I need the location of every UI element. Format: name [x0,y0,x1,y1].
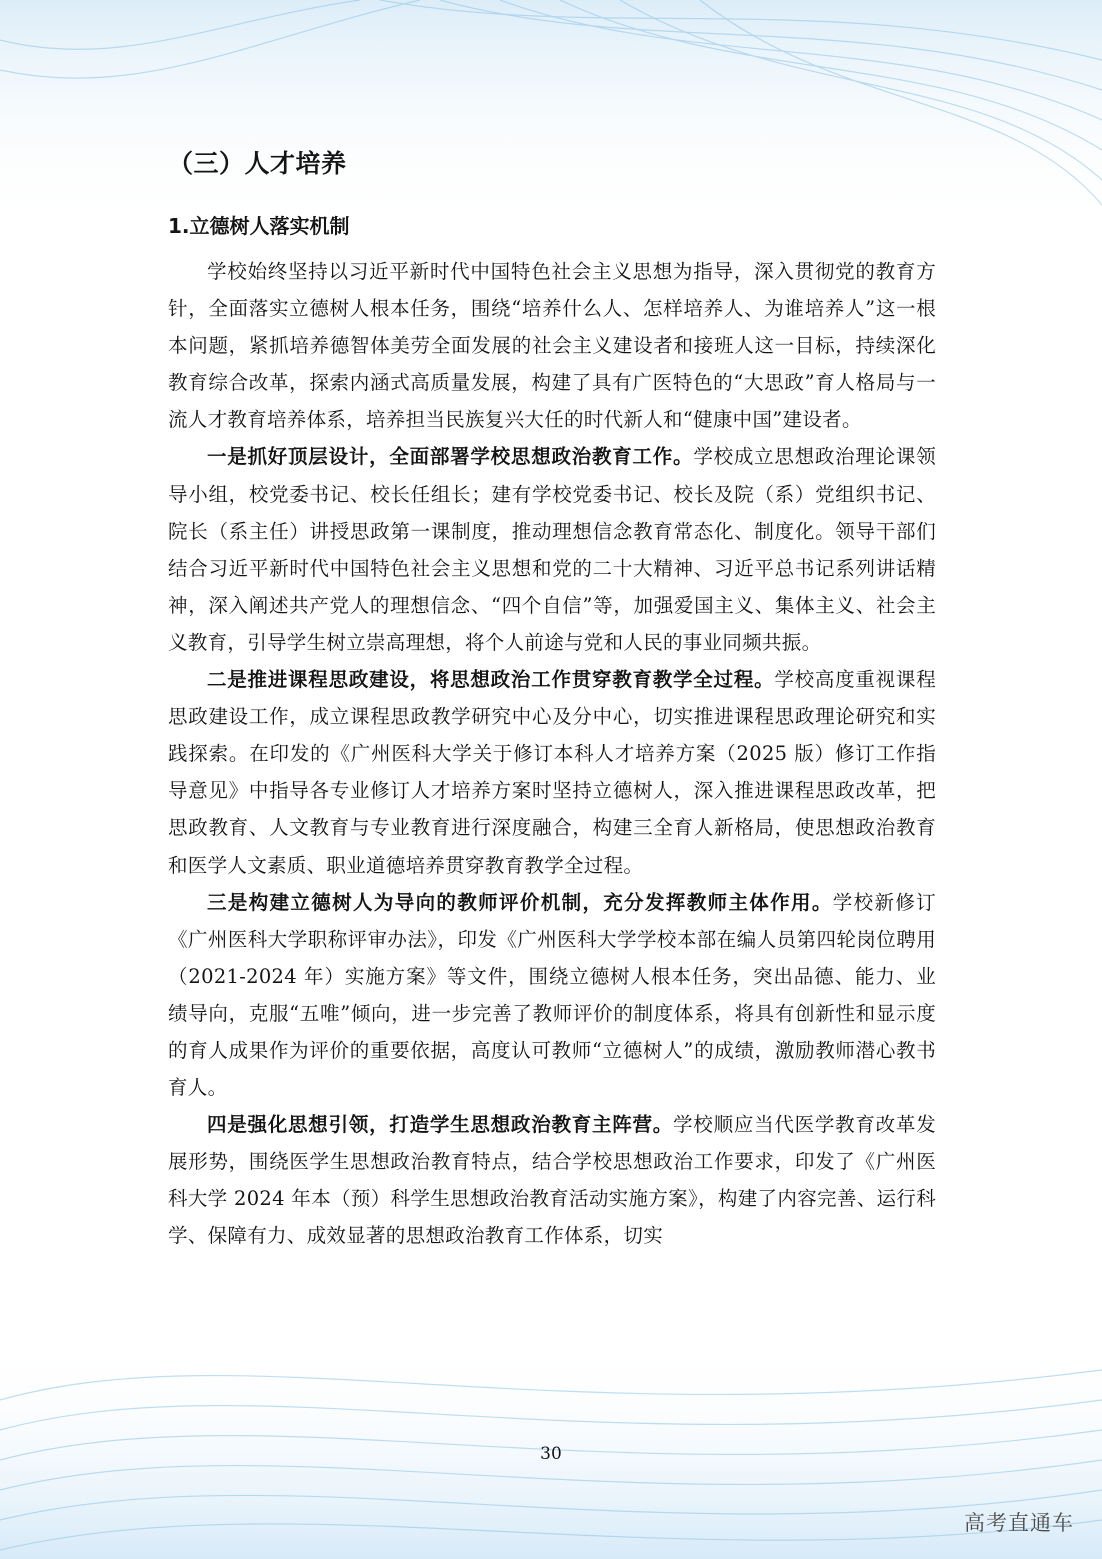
page-number: 30 [540,1444,562,1464]
paragraph-lead: 一是抓好顶层设计，全面部署学校思想政治教育工作。 [207,445,694,469]
paragraph-point-3 [168,884,936,1107]
paragraph-point-4 [168,1106,936,1254]
paragraph-intro [168,253,936,438]
paragraph-text: 学校新修订《广州医科大学职称评审办法》，印发《广州医科大学学校本部在编人员第四轮岗位聘用（2021-2024 年）实施方案》等文件，围绕立德树人根本任务，突出品德、能力、业绩导向，克服“五唯”倾向，进一步完善了教师评价的制度体系，将具有创新性和显示度的育人成果作为评价的重要依据，高度认可教师“立德树人”的成绩，激励教师潜心教书育人。 [168,890,936,1100]
paragraph-lead: 三是构建立德树人为导向的教师评价机制，充分发挥教师主体作用。 [207,890,833,914]
paragraph-point-1 [168,438,936,661]
paragraph-text: 学校顺应当代医学教育改革发展形势，围绕医学生思想政治教育特点，结合学校思想政治工作要求，印发了《广州医科大学 2024 年本（预）科学生思想政治教育活动实施方案》，构建了内容完善、运行科学、保障有力、成效显著的思想政治教育工作体系，切实 [168,1113,936,1248]
paragraph-text: 学校成立思想政治理论课领导小组，校党委书记、校长任组长；建有学校党委书记、校长及院（系）党组织书记、院长（系主任）讲授思政第一课制度，推动理想信念教育常态化、制度化。领导干部们结合习近平新时代中国特色社会主义思想和党的二十大精神、习近平总书记系列讲话精神，深入阐述共产党人的理想信念、“四个自信”等，加强爱国主义、集体主义、社会主义教育，引导学生树立崇高理想，将个人前途与党和人民的事业同频共振。 [168,445,937,654]
paragraph-point-2 [168,661,936,884]
paragraph-lead: 四是强化思想引领，打造学生思想政治教育主阵营。 [207,1113,674,1137]
paragraph-text: 学校始终坚持以习近平新时代中国特色社会主义思想为指导，深入贯彻党的教育方针，全面落实立德树人根本任务，围绕“培养什么人、怎样培养人、为谁培养人”这一根本问题，紧抓培养德智体美劳全面发展的社会主义建设者和接班人这一目标，持续深化教育综合改革，探索内涵式高质量发展，构建了具有广医特色的“大思政”育人格局与一流人才教育培养体系，培养担当民族复兴大任的时代新人和“健康中国”建设者。 [168,260,936,432]
paragraph-lead: 二是推进课程思政建设，将思想政治工作贯穿教育教学全过程。 [207,668,775,692]
paragraph-text: 学校高度重视课程思政建设工作，成立课程思政教学研究中心及分中心，切实推进课程思政理论研究和实践探索。在印发的《广州医科大学关于修订本科人才培养方案（2025 版）修订工作指导意见》中指导各专业修订人才培养方案时坚持立德树人，深入推进课程思政改革，把思政教育、人文教育与专业教育进行深度融合，构建三全育人新格局，使思想政治教育和医学人文素质、职业道德培养贯穿教育教学全过程。 [168,668,936,877]
section-title: （三）人才培养 [168,149,347,178]
watermark: 高考直通车 [964,1511,1074,1535]
subsection-title: 1.立德树人落实机制 [168,214,350,238]
document-body [168,140,936,1255]
